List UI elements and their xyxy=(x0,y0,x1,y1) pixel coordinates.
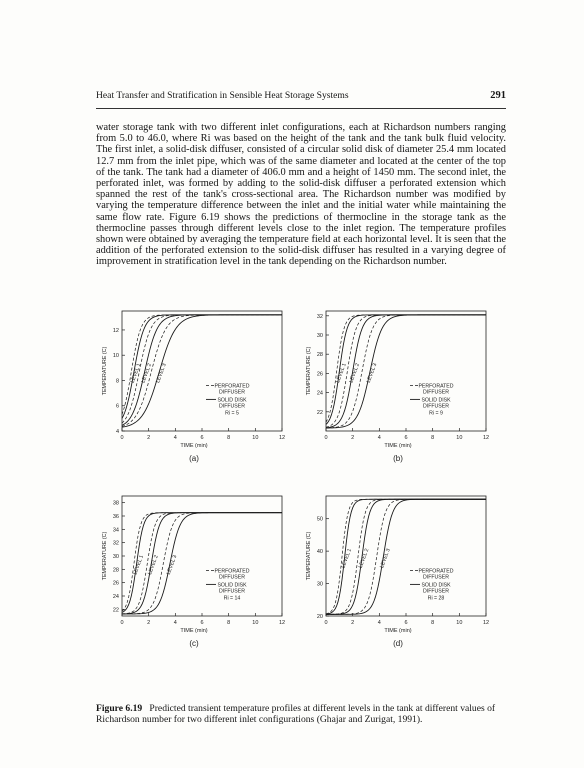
x-tick-label: 8 xyxy=(431,620,435,626)
x-tick-label: 6 xyxy=(404,620,408,626)
chart-c xyxy=(96,490,306,660)
page-number: 291 xyxy=(490,90,506,101)
y-tick-label: 30 xyxy=(316,333,323,339)
running-title: Heat Transfer and Stratification in Sensible Heat Storage Systems xyxy=(96,90,349,101)
y-tick-label: 38 xyxy=(112,500,119,507)
x-tick-label: 12 xyxy=(278,620,286,626)
y-tick-label: 34 xyxy=(112,527,119,534)
series-line-solid-3 xyxy=(326,315,486,428)
legend-label: DIFFUSER xyxy=(423,574,449,581)
level-label: LEVEL 3 xyxy=(379,547,392,570)
y-axis-label: TEMPERATURE (C) xyxy=(102,531,108,581)
y-axis-label: TEMPERATURE (C) xyxy=(306,531,312,581)
y-tick-label: 24 xyxy=(112,594,119,600)
y-tick-label: 26 xyxy=(316,371,323,378)
x-tick-label: 10 xyxy=(456,620,463,626)
y-tick-label: 20 xyxy=(316,614,323,620)
figure-caption xyxy=(96,703,506,725)
legend-ri-label: Ri = 14 xyxy=(223,595,241,602)
x-tick-label: 4 xyxy=(377,620,381,626)
caption-text: Predicted transient temperature profiles at different levels in the tank at different values of Richardson number for two different inlet configurations (Ghajar and Zurigat, 1991). xyxy=(96,703,496,725)
running-header xyxy=(96,90,506,109)
x-tick-label: 4 xyxy=(173,435,177,441)
legend-label: DIFFUSER xyxy=(219,574,245,581)
y-tick-label: 12 xyxy=(112,327,119,334)
body-paragraph: water storage tank with two different inlet configurations, each at Richardson numbers ranging from 5.0 to 46.0, where Ri was based on the height of the tank and the tank bulk fluid velocity. The first inlet, a solid-disk diffuser, consisted of a circular solid disk of diameter 25.4 mm located 12.7 mm from the inlet pipe, which was of the same diameter and located at the center of the top of the tank. The tank had a diameter of 406.0 mm and a height of 1450 mm. The second inlet, the perforated inlet, was formed by adding to the solid-disk diffuser a perforated extension which spanned the rest of the tank's cross-sectional area. The Richardson number was modified by varying the temperature difference between the inlet and the initial water while maintaining the same flow rate. Figure 6.19 shows the predictions of thermocline in the storage tank as the thermocline passes through different levels close to the inlet region. The temperature profiles shown were obtained by averaging the temperature field at each horizontal level. It is seen that the addition of the perforated extension to the solid-disk diffuser has resulted in a varying degree of improvement in stratification level in the tank depending on the Richardson number. xyxy=(96,122,506,268)
y-tick-label: 40 xyxy=(316,549,323,556)
legend-label: DIFFUSER xyxy=(423,403,449,410)
series-line-dashed-1 xyxy=(326,315,486,422)
x-tick-label: 12 xyxy=(278,435,286,441)
x-tick-label: 2 xyxy=(147,620,151,626)
level-label: LEVEL 1 xyxy=(132,554,146,576)
y-tick-label: 28 xyxy=(316,352,323,359)
y-tick-label: 24 xyxy=(316,390,323,397)
legend-label: SOLID DISK xyxy=(421,397,451,404)
y-tick-label: 6 xyxy=(115,403,119,410)
figure-panel-a xyxy=(96,305,306,475)
level-label: LEVEL 1 xyxy=(129,362,143,384)
x-tick-label: 0 xyxy=(324,620,328,626)
x-tick-label: 12 xyxy=(482,435,490,441)
x-tick-label: 6 xyxy=(200,620,204,626)
figure-panel-b xyxy=(300,305,510,475)
series-line-solid-2 xyxy=(326,315,486,428)
x-tick-label: 4 xyxy=(377,435,381,441)
level-label: LEVEL 1 xyxy=(340,547,354,570)
legend-label: PERFORATED xyxy=(214,568,250,575)
y-tick-label: 4 xyxy=(115,429,119,435)
x-tick-label: 0 xyxy=(120,620,124,626)
chart-b xyxy=(300,305,510,475)
y-tick-label: 22 xyxy=(112,607,119,614)
panel-label: (d) xyxy=(393,639,403,648)
x-tick-label: 8 xyxy=(227,620,231,626)
legend-label: PERFORATED xyxy=(418,568,454,575)
level-label: LEVEL 1 xyxy=(335,362,348,384)
legend-label: SOLID DISK xyxy=(421,582,451,589)
y-axis-label: TEMPERATURE (C) xyxy=(306,346,312,396)
figure-panel-c xyxy=(96,490,306,660)
x-axis-label: TIME (min) xyxy=(384,628,412,634)
series-line-dashed-2 xyxy=(122,513,282,614)
panel-label: (a) xyxy=(189,454,199,463)
legend-ri-label: Ri = 5 xyxy=(225,410,239,417)
chart-a xyxy=(96,305,306,475)
x-tick-label: 6 xyxy=(200,435,204,441)
series-line-solid-3 xyxy=(122,513,282,614)
series-line-solid-1 xyxy=(326,315,486,425)
y-tick-label: 10 xyxy=(112,353,119,360)
legend-label: PERFORATED xyxy=(418,383,454,390)
level-label: LEVEL 3 xyxy=(155,362,168,384)
x-tick-label: 4 xyxy=(173,620,177,626)
legend-ri-label: Ri = 28 xyxy=(427,595,445,602)
legend-label: DIFFUSER xyxy=(219,588,245,595)
x-axis-label: TIME (min) xyxy=(180,628,208,634)
level-label: LEVEL 2 xyxy=(357,547,371,570)
y-axis-label: TEMPERATURE (C) xyxy=(102,346,108,396)
x-tick-label: 2 xyxy=(351,435,355,441)
series-line-solid-1 xyxy=(122,513,282,613)
panel-label: (c) xyxy=(189,639,199,648)
plot-frame xyxy=(326,311,486,431)
figure-panel-d xyxy=(300,490,510,660)
x-axis-label: TIME (min) xyxy=(384,443,412,449)
plot-frame xyxy=(122,496,282,616)
level-label: LEVEL 3 xyxy=(165,554,179,576)
x-tick-label: 0 xyxy=(324,435,328,441)
y-tick-label: 36 xyxy=(112,514,119,520)
x-axis-label: TIME (min) xyxy=(180,443,208,449)
x-tick-label: 0 xyxy=(120,435,124,441)
level-label: LEVEL 2 xyxy=(140,362,154,384)
series-line-dashed-1 xyxy=(122,513,282,612)
x-tick-label: 8 xyxy=(227,435,231,441)
legend-label: PERFORATED xyxy=(214,383,250,390)
legend-label: SOLID DISK xyxy=(217,582,247,589)
legend-label: DIFFUSER xyxy=(219,403,245,410)
chart-d xyxy=(300,490,510,660)
series-line-solid-2 xyxy=(122,513,282,614)
caption-label: Figure 6.19 xyxy=(96,703,143,714)
y-tick-label: 32 xyxy=(316,313,323,320)
series-line-dashed-3 xyxy=(122,513,282,614)
y-tick-label: 8 xyxy=(115,378,119,385)
level-label: LEVEL 2 xyxy=(147,554,160,576)
x-tick-label: 2 xyxy=(147,435,151,441)
y-tick-label: 30 xyxy=(112,554,119,560)
panel-label: (b) xyxy=(393,454,403,463)
y-tick-label: 26 xyxy=(112,580,119,587)
x-tick-label: 8 xyxy=(431,435,435,441)
y-tick-label: 22 xyxy=(316,409,323,416)
series-line-dashed-2 xyxy=(326,315,486,427)
x-tick-label: 12 xyxy=(482,620,490,626)
legend-label: SOLID DISK xyxy=(217,397,247,404)
x-tick-label: 10 xyxy=(252,435,259,441)
legend-label: DIFFUSER xyxy=(423,389,449,396)
x-tick-label: 10 xyxy=(252,620,259,626)
y-tick-label: 50 xyxy=(316,516,323,523)
level-label: LEVEL 3 xyxy=(365,362,379,384)
x-tick-label: 10 xyxy=(456,435,463,441)
y-tick-label: 30 xyxy=(316,581,323,588)
x-tick-label: 6 xyxy=(404,435,408,441)
level-label: LEVEL 2 xyxy=(348,362,362,384)
legend-label: DIFFUSER xyxy=(423,588,449,595)
legend-label: DIFFUSER xyxy=(219,389,245,396)
y-tick-label: 32 xyxy=(112,540,119,547)
legend-ri-label: Ri = 9 xyxy=(429,410,443,417)
y-tick-label: 28 xyxy=(112,567,119,574)
series-line-dashed-3 xyxy=(326,315,486,428)
x-tick-label: 2 xyxy=(351,620,355,626)
